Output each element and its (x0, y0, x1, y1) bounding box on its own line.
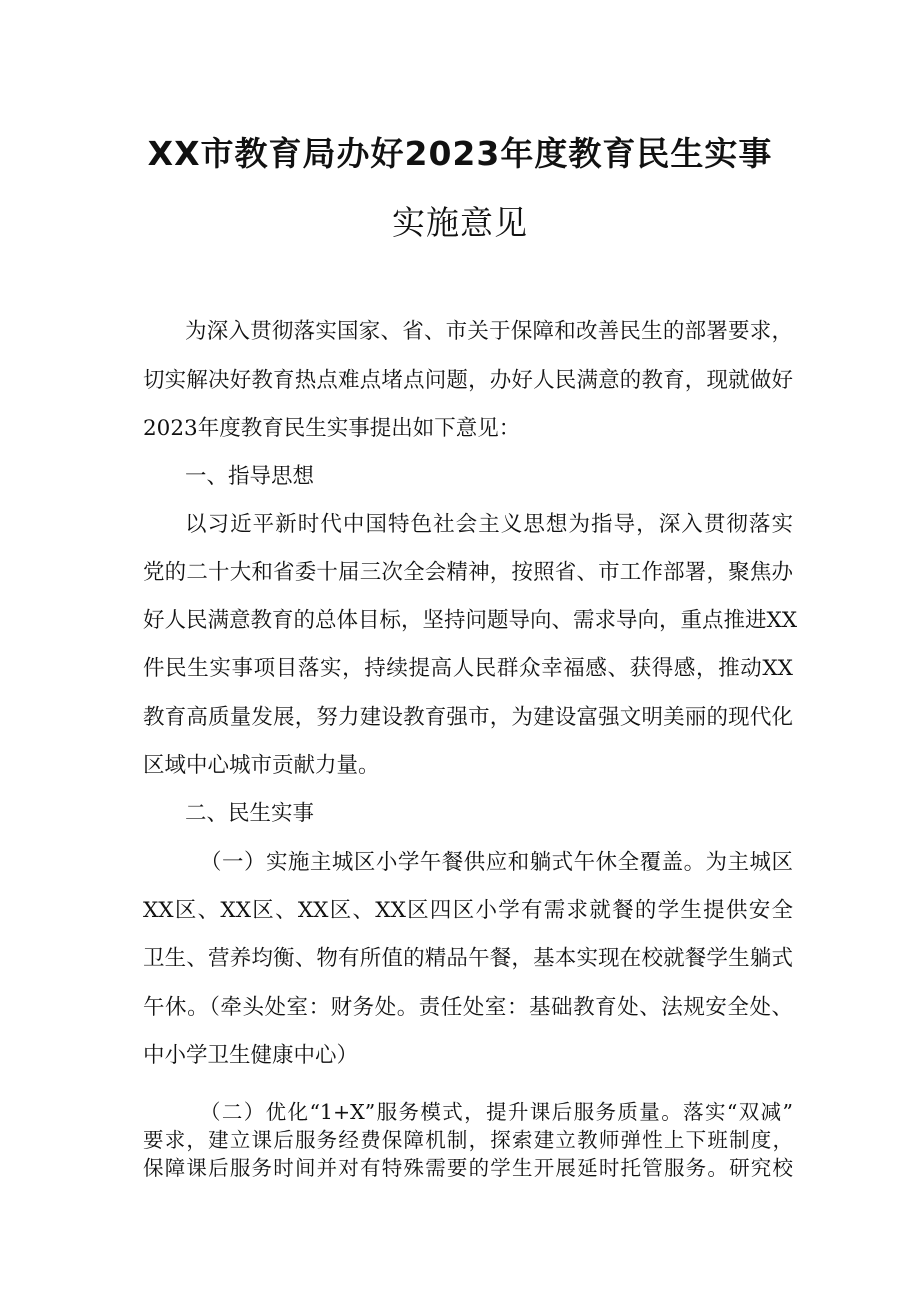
paragraph-line: 件民生实事项目落实，持续提高人民群众幸福感、获得感，推动XX (143, 656, 793, 681)
paragraph-line: 中小学卫生健康中心） (143, 1043, 359, 1068)
document-subtitle: 实施意见 (392, 203, 528, 242)
paragraph-line: 午休。（牵头处室：财务处。责任处室：基础教育处、法规安全处、 (143, 995, 793, 1020)
section-heading: 一、指导思想 (185, 464, 315, 489)
paragraph-line: （二）优化“1+X”服务模式，提升课后服务质量。落实“双减” (200, 1100, 793, 1124)
paragraph-line: 区域中心城市贡献力量。 (143, 753, 380, 778)
section-heading: 二、民生实事 (185, 801, 315, 826)
paragraph-line: 以习近平新时代中国特色社会主义思想为指导，深入贯彻落实 (185, 512, 793, 537)
paragraph-line: 党的二十大和省委十届三次全会精神，按照省、市工作部署，聚焦办 (143, 560, 793, 585)
paragraph-line: 卫生、营养均衡、物有所值的精品午餐，基本实现在校就餐学生躺式 (143, 946, 793, 971)
paragraph-line: 切实解决好教育热点难点堵点问题，办好人民满意的教育，现就做好 (143, 368, 793, 393)
paragraph-line: 2023年度教育民生实事提出如下意见： (143, 416, 521, 441)
paragraph-line: 教育高质量发展，努力建设教育强市，为建设富强文明美丽的现代化 (143, 705, 793, 730)
document-title: XX市教育局办好2023年度教育民生实事 (147, 134, 773, 173)
paragraph-line: 好人民满意教育的总体目标，坚持问题导向、需求导向，重点推进XX (143, 608, 798, 633)
paragraph-line: XX区、XX区、XX区、XX区四区小学有需求就餐的学生提供安全 (143, 898, 793, 923)
paragraph-line: 保障课后服务时间并对有特殊需要的学生开展延时托管服务。研究校 (143, 1156, 793, 1180)
paragraph-line: 要求，建立课后服务经费保障机制，探索建立教师弹性上下班制度， (143, 1128, 793, 1152)
paragraph-line: （一）实施主城区小学午餐供应和躺式午休全覆盖。为主城区 (200, 850, 793, 875)
paragraph-line: 为深入贯彻落实国家、省、市关于保障和改善民生的部署要求， (185, 319, 793, 344)
